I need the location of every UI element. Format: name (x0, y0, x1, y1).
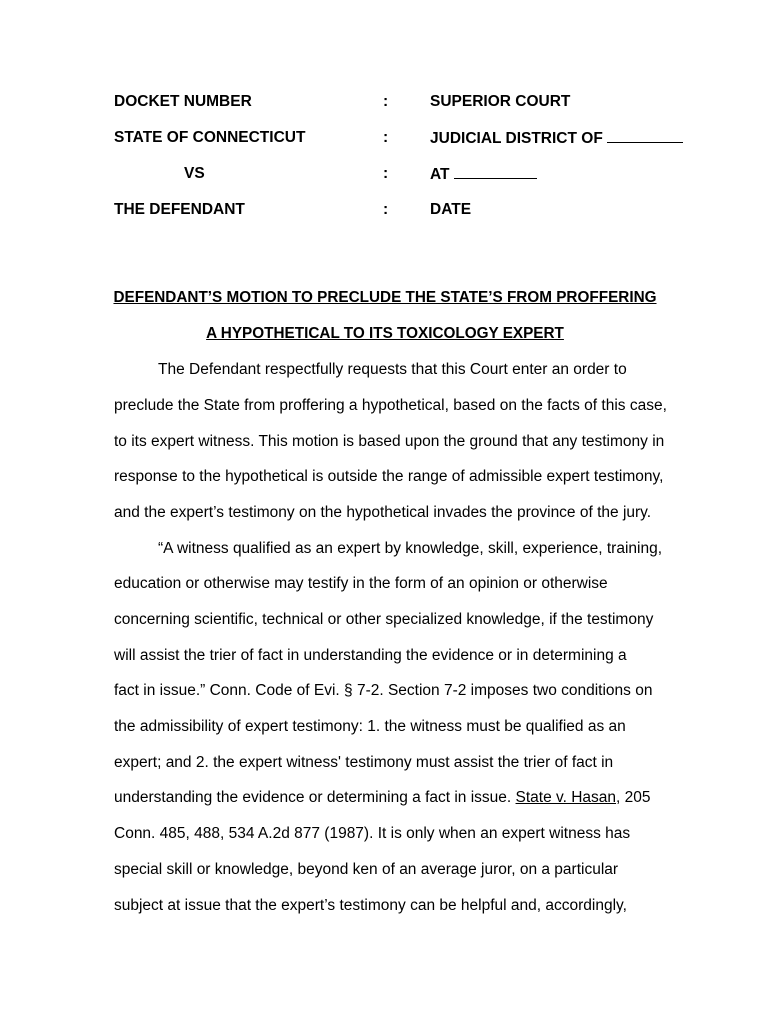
case-citation: State v. Hasan (515, 789, 617, 806)
caption-court: SUPERIOR COURT (430, 93, 571, 110)
body-line: to its expert witness. This motion is based upon the ground that any testimony in (114, 433, 665, 450)
body-line: will assist the trier of fact in understanding the evidence or in determining a (114, 647, 627, 664)
citation-volume: , 205 (616, 789, 651, 806)
caption-at (430, 163, 537, 186)
body-line: Conn. 485, 488, 534 A.2d 877 (1987). It is only when an expert witness has (114, 825, 631, 842)
caption-row-vs (0, 163, 770, 185)
body-line: preclude the State from proffering a hypothetical, based on the facts of this case, (114, 397, 667, 414)
body-line: The Defendant respectfully requests that this Court enter an order to (158, 361, 627, 378)
caption-row-docket (0, 91, 770, 113)
caption-at-label: AT (430, 166, 450, 183)
body-line: subject at issue that the expert’s testimony can be helpful and, accordingly, (114, 897, 627, 914)
caption-date: DATE (430, 201, 472, 218)
body-line: fact in issue.” Conn. Code of Evi. § 7-2. Section 7-2 imposes two conditions on (114, 682, 653, 699)
caption-judicial-district (430, 127, 683, 150)
body-line: concerning scientific, technical or other specialized knowledge, if the testimony (114, 611, 654, 628)
body-line: response to the hypothetical is outside the range of admissible expert testimony, (114, 468, 664, 485)
caption-separator: : (383, 165, 389, 182)
motion-title-line-2: A HYPOTHETICAL TO ITS TOXICOLOGY EXPERT (206, 325, 564, 342)
caption-row-state (0, 127, 770, 149)
body-line-text: understanding the evidence or determining a fact in issue. (114, 789, 512, 806)
caption-docket-number: DOCKET NUMBER (114, 93, 252, 110)
caption-state: STATE OF CONNECTICUT (114, 129, 306, 146)
body-line-with-citation (114, 787, 651, 809)
caption-separator: : (383, 201, 389, 218)
caption-row-defendant (0, 199, 770, 221)
caption-separator: : (383, 129, 389, 146)
body-line: and the expert’s testimony on the hypothetical invades the province of the jury. (114, 504, 652, 521)
caption-defendant: THE DEFENDANT (114, 201, 245, 218)
caption-separator: : (383, 93, 389, 110)
body-line: education or otherwise may testify in the form of an opinion or otherwise (114, 575, 608, 592)
body-line: “A witness qualified as an expert by knowledge, skill, experience, training, (158, 540, 663, 557)
body-line: the admissibility of expert testimony: 1. the witness must be qualified as an (114, 718, 626, 735)
judicial-district-blank (607, 127, 683, 143)
caption-judicial-district-label: JUDICIAL DISTRICT OF (430, 130, 603, 147)
body-line: expert; and 2. the expert witness' testimony must assist the trier of fact in (114, 754, 614, 771)
motion-title-line-1: DEFENDANT’S MOTION TO PRECLUDE THE STATE’S FROM PROFFERING (113, 289, 657, 306)
at-blank (454, 163, 537, 179)
body-line: special skill or knowledge, beyond ken of an average juror, on a particular (114, 861, 619, 878)
caption-vs: VS (184, 165, 205, 182)
